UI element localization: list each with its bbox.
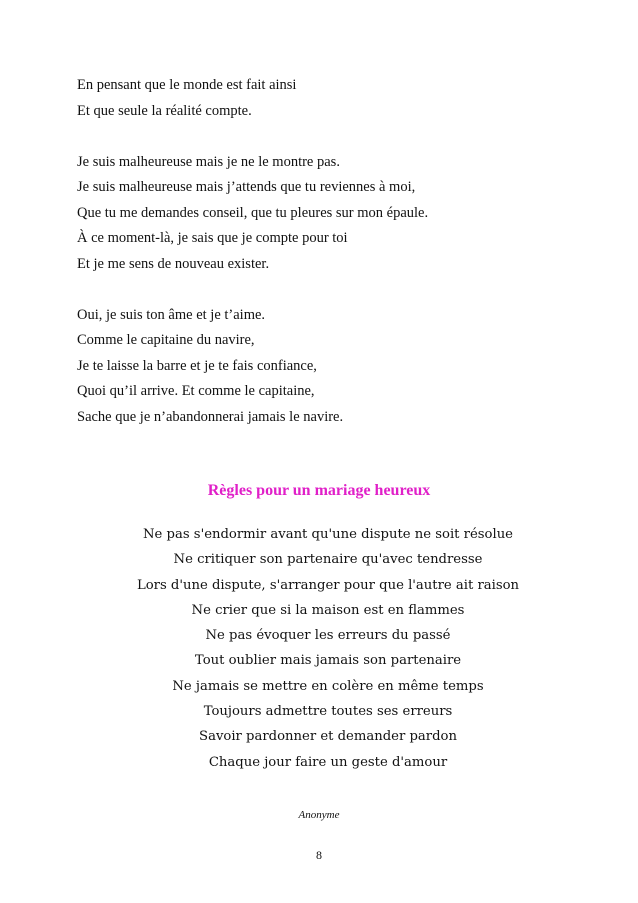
poem-line: Et je me sens de nouveau exister. — [77, 255, 270, 272]
poem-line: Comme le capitaine du navire, — [77, 332, 255, 348]
poem-line: Et que seule la réalité compte. — [77, 102, 252, 119]
poem-line: Je te laisse la barre et je te fais confiance, — [77, 357, 317, 374]
poem — [77, 73, 577, 430]
poem-line: Quoi qu’il arrive. Et comme le capitaine, — [77, 383, 315, 399]
poem-line: En pensant que le monde est fait ainsi — [77, 77, 297, 93]
stanza-gap — [77, 277, 577, 303]
author-signature: Anonyme — [298, 809, 340, 821]
rules-title: Règles pour un mariage heureux — [207, 482, 431, 499]
rule-item: Ne jamais se mettre en colère en même temps — [172, 678, 484, 694]
page-number: 8 — [316, 848, 322, 862]
rule-item: Ne pas s'endormir avant qu'une dispute ne soit résolue — [143, 527, 513, 542]
stanza-gap — [77, 124, 577, 150]
rule-item: Toujours admettre toutes ses erreurs — [203, 704, 453, 720]
rule-item: Tout oublier mais jamais son partenaire — [194, 653, 462, 669]
rule-item: Chaque jour faire un geste d'amour — [208, 754, 448, 770]
rule-item: Ne pas évoquer les erreurs du passé — [205, 628, 451, 644]
poem-line: Que tu me demandes conseil, que tu pleures sur mon épaule. — [77, 204, 429, 221]
poem-line: À ce moment-là, je sais que je compte pour toi — [77, 230, 348, 246]
rule-item: Lors d'une dispute, s'arranger pour que l'autre ait raison — [136, 577, 520, 593]
rule-item: Ne crier que si la maison est en flammes — [191, 602, 465, 618]
rules-list — [0, 522, 638, 775]
poem-line: Oui, je suis ton âme et je t’aime. — [77, 306, 266, 323]
rule-item: Ne critiquer son partenaire qu'avec tendresse — [173, 552, 483, 568]
rule-item: Savoir pardonner et demander pardon — [199, 729, 457, 745]
poem-line: Je suis malheureuse mais j’attends que tu reviennes à moi, — [77, 179, 416, 195]
poem-line: Sache que je n’abandonnerai jamais le navire. — [77, 408, 344, 425]
poem-line: Je suis malheureuse mais je ne le montre pas. — [77, 153, 340, 170]
